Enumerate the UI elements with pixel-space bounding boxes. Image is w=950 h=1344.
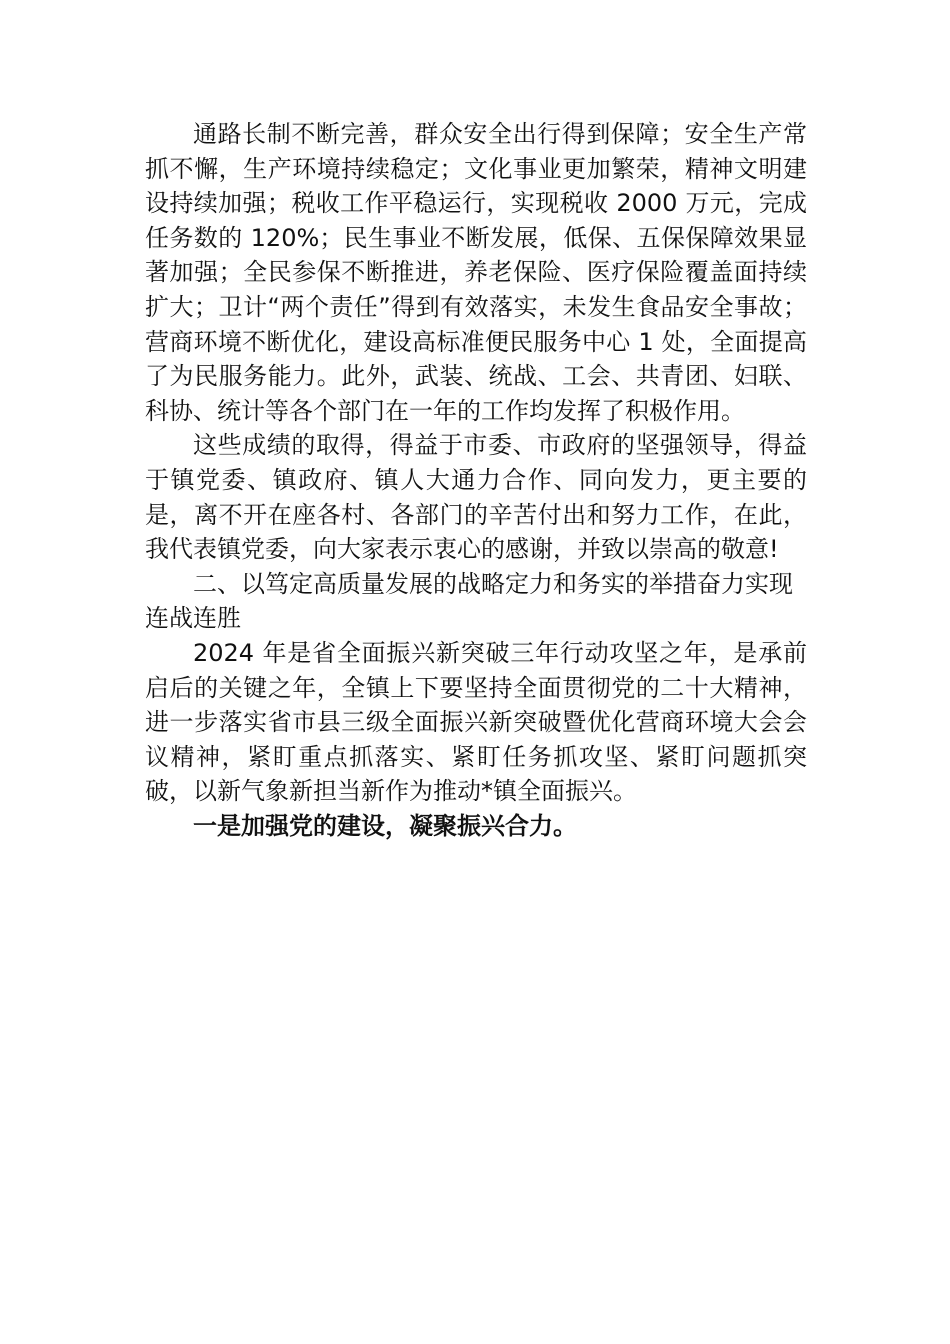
document-body: [145, 117, 807, 843]
paragraph-2024-plan: 2024 年是省全面振兴新突破三年行动攻坚之年，是承前启后的关键之年，全镇上下要坚持全面贯彻党的二十大精神，进一步落实省市县三级全面振兴新突破暨优化营商环境大会会议精神，紧盯重点抓落实、紧盯任务抓攻坚、紧盯问题抓突破，以新气象新担当新作为推动*镇全面振兴。: [145, 638, 807, 806]
paragraph-achievements: 通路长制不断完善，群众安全出行得到保障；安全生产常抓不懈，生产环境持续稳定；文化事业更加繁荣，精神文明建设持续加强；税收工作平稳运行，实现税收 2000 万元，完成任务数的 120%；民生事业不断发展，低保、五保保障效果显著加强；全民参保不断推进，养老保险、医疗保险覆盖面持续扩大；卫计“两个责任”得到有效落实，未发生食品安全事故；营商环境不断优化，建设高标准便民服务中心 1 处，全面提高了为民服务能力。此外，武装、统战、工会、共青团、妇联、科协、统计等各个部门在一年的工作均发挥了积极作用。: [145, 120, 807, 425]
section-heading: 二、以笃定高质量发展的战略定力和务实的举措奋力实现连战连胜: [145, 569, 793, 633]
paragraph-gratitude: 这些成绩的取得，得益于市委、市政府的坚强领导，得益于镇党委、镇政府、镇人大通力合作、同向发力，更主要的是，离不开在座各村、各部门的辛苦付出和努力工作，在此，我代表镇党委，向大家表示衷心的感谢，并致以崇高的敬意!: [145, 431, 807, 564]
bold-point-party-building: 一是加强党的建设，凝聚振兴合力。: [193, 811, 577, 840]
